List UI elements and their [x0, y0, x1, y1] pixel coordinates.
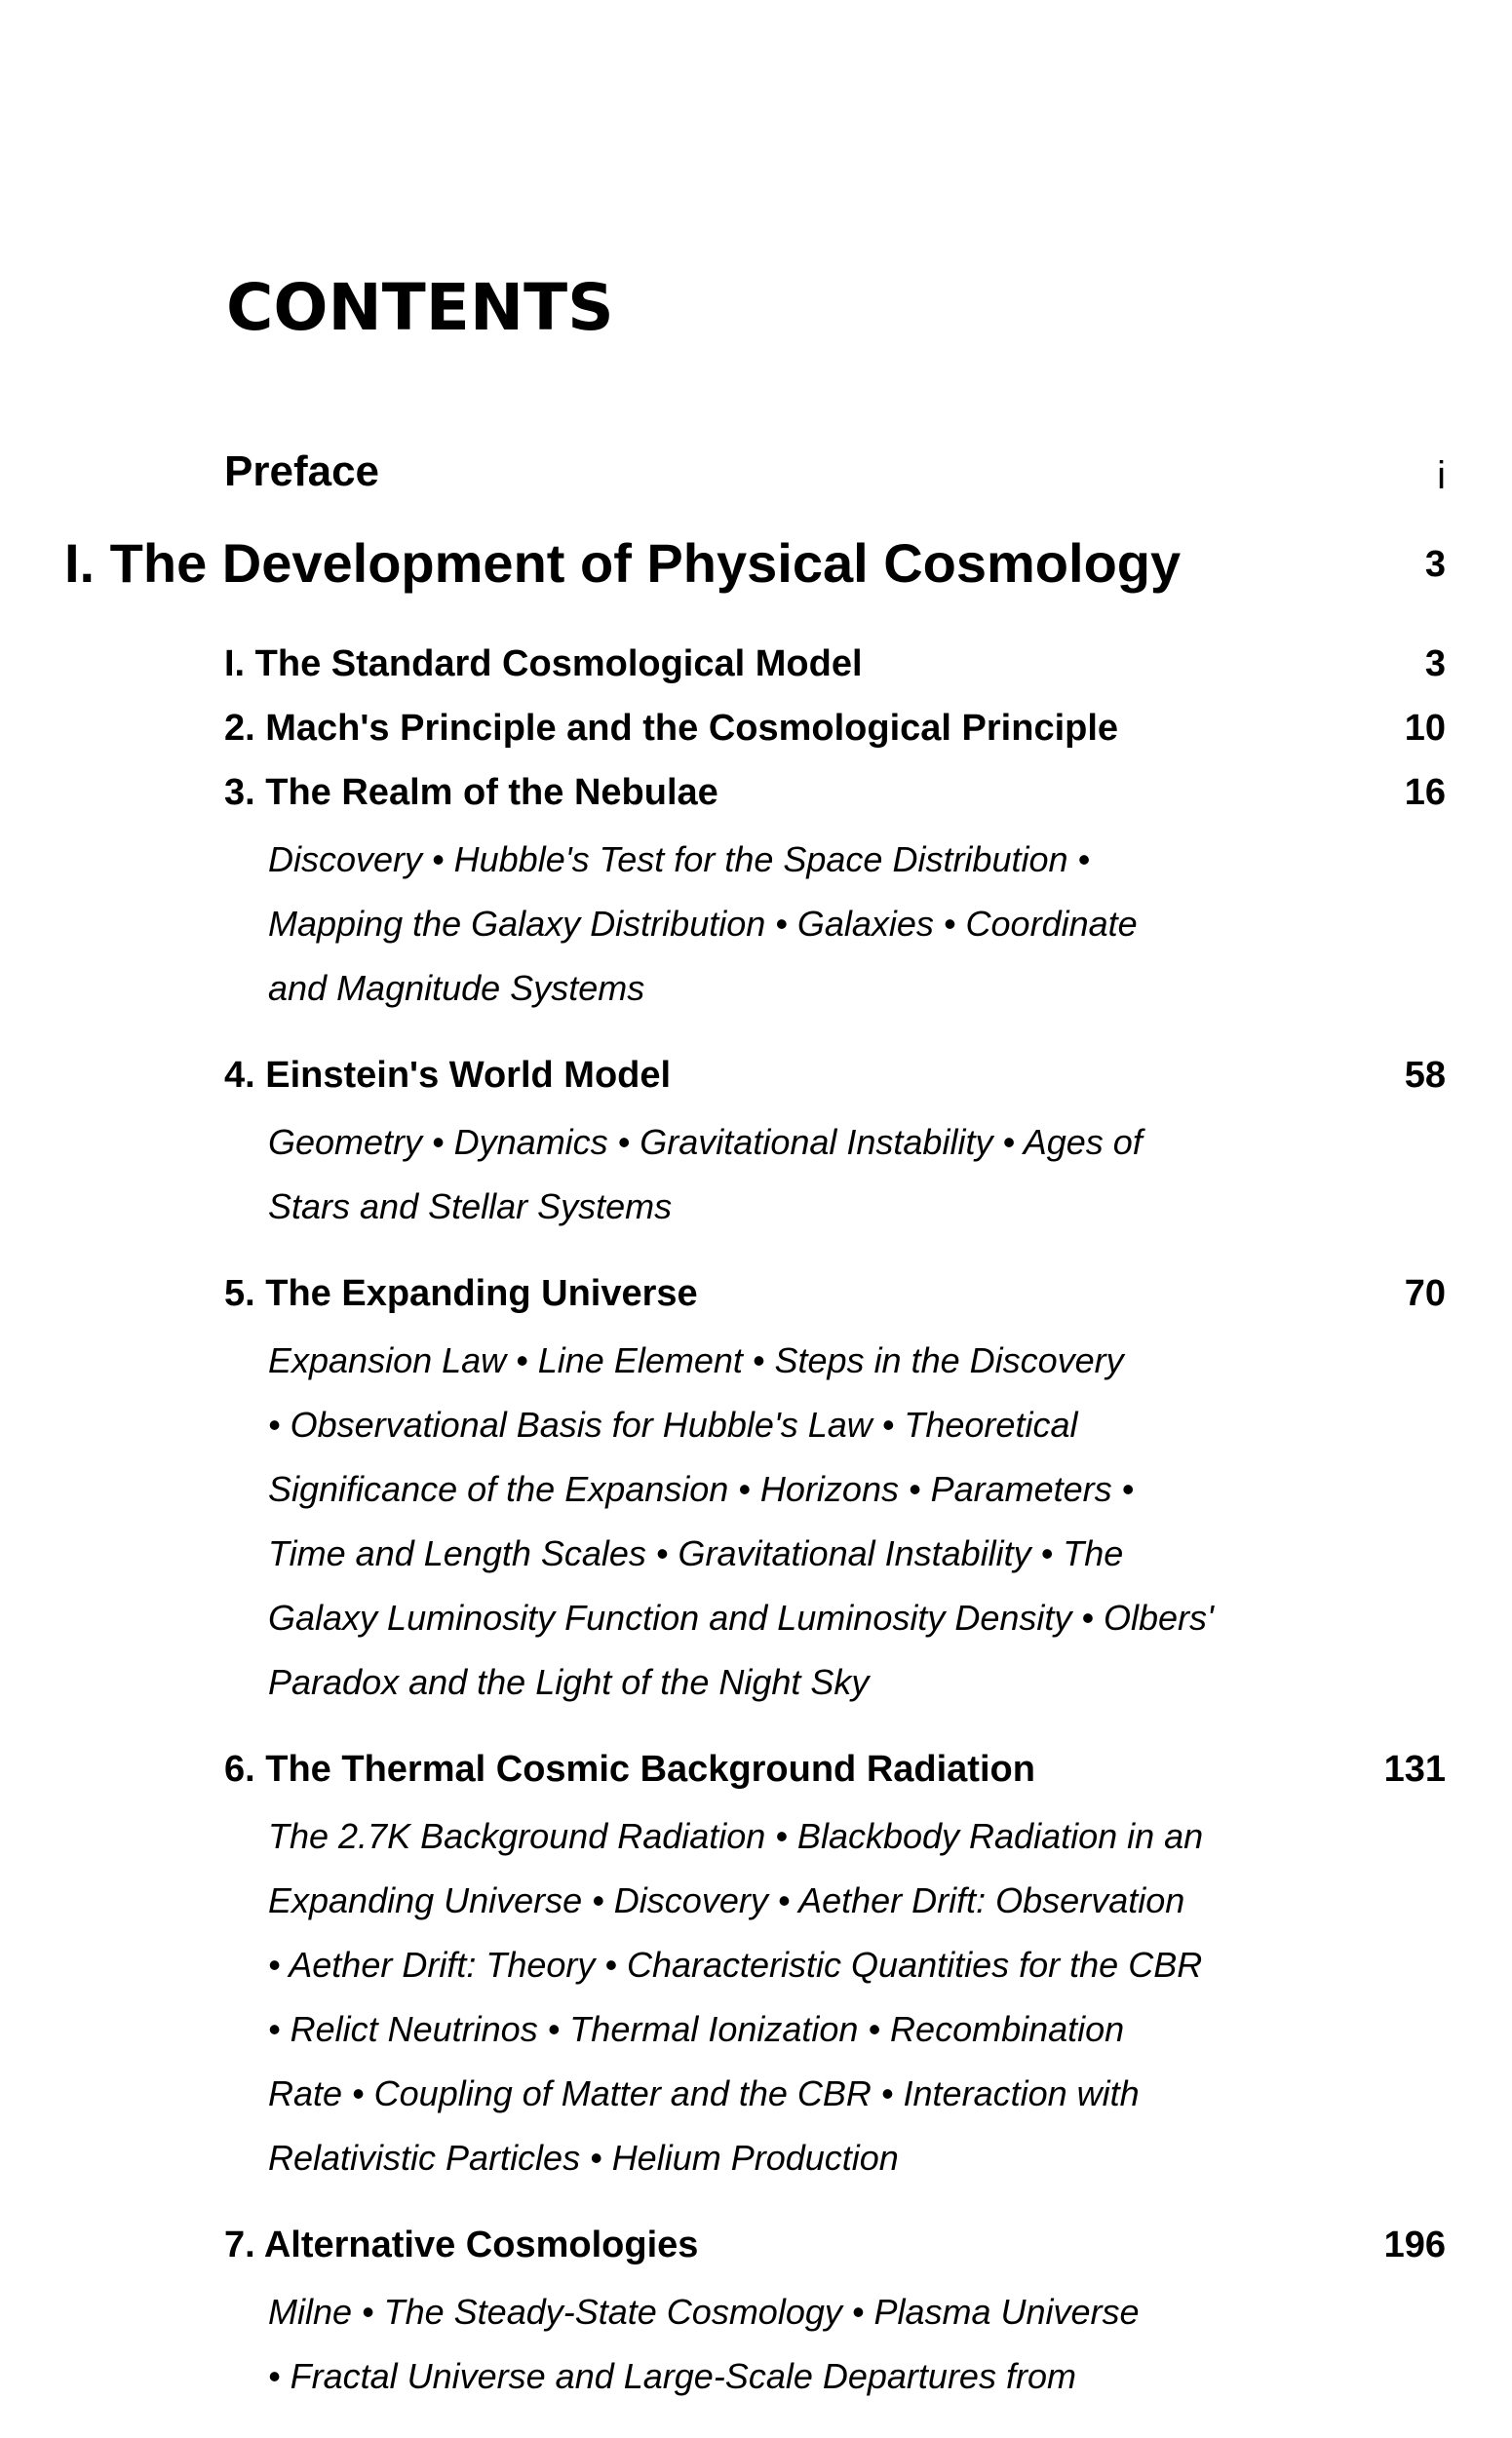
toc-entry-page-number: 70	[1404, 1273, 1446, 1314]
toc-entry-title: 6. The Thermal Cosmic Background Radiation	[224, 1749, 1035, 1790]
toc-entry	[224, 763, 1446, 1021]
toc-entry	[224, 1046, 1446, 1239]
toc-entry-title: I. The Standard Cosmological Model	[224, 643, 863, 684]
toc-subtopic-line: Expansion Law • Line Element • Steps in the Discovery	[268, 1340, 1124, 1380]
toc-entry-subtopics	[224, 1329, 1340, 1715]
toc-subtopic-line: The 2.7K Background Radiation • Blackbody Radiation in an	[268, 1816, 1204, 1856]
toc-entry-subtopics	[224, 828, 1340, 1021]
toc-subtopic-line: Relativistic Particles • Helium Production	[268, 2138, 899, 2178]
toc-entry	[224, 699, 1446, 763]
preface-title: Preface	[224, 447, 380, 495]
toc-entry-page-number: 58	[1404, 1055, 1446, 1096]
toc-entry-page-number: 131	[1383, 1749, 1446, 1790]
toc-entry-heading	[224, 635, 1446, 699]
part-page-number: 3	[1424, 544, 1446, 585]
toc-entry-heading	[224, 1264, 1446, 1329]
toc-subtopic-line: Milne • The Steady-State Cosmology • Plasma Universe	[268, 2292, 1140, 2332]
toc-subtopic-line: Expanding Universe • Discovery • Aether Drift: Observation	[268, 1880, 1185, 1920]
toc-entry-title: 2. Mach's Principle and the Cosmological Principle	[224, 708, 1119, 749]
toc-entry-subtopics	[224, 2280, 1340, 2409]
toc-entry	[224, 1740, 1446, 2190]
toc-entry-heading	[224, 1046, 1446, 1110]
toc-entry-subtopics	[224, 1804, 1340, 2190]
toc-subtopic-line: Galaxy Luminosity Function and Luminosity Density • Olbers'	[268, 1598, 1214, 1638]
toc-entry-subtopics	[224, 1110, 1340, 1239]
toc-subtopic-line: Geometry • Dynamics • Gravitational Instability • Ages of	[268, 1122, 1143, 1162]
toc-entry	[224, 1264, 1446, 1715]
toc-subtopic-line: Significance of the Expansion • Horizons • Parameters •	[268, 1469, 1135, 1509]
toc-subtopic-line: and Magnitude Systems	[268, 968, 645, 1008]
toc-entry-heading	[224, 1740, 1446, 1804]
toc-subtopic-line: • Observational Basis for Hubble's Law • Theoretical	[268, 1405, 1078, 1445]
toc-entry-title: 5. The Expanding Universe	[224, 1273, 698, 1314]
part-title: I. The Development of Physical Cosmology	[64, 532, 1182, 594]
toc-subtopic-line: Stars and Stellar Systems	[268, 1186, 673, 1226]
toc-subtopic-line: Mapping the Galaxy Distribution • Galaxies • Coordinate	[268, 904, 1138, 944]
toc-entry-title: 3. The Realm of the Nebulae	[224, 772, 718, 813]
toc-list	[224, 635, 1446, 2434]
toc-entry-title: 4. Einstein's World Model	[224, 1055, 672, 1096]
toc-subtopic-line: Discovery • Hubble's Test for the Space Distribution •	[268, 839, 1091, 879]
toc-entry-heading	[224, 763, 1446, 828]
toc-subtopic-line: Time and Length Scales • Gravitational Instability • The	[268, 1533, 1124, 1573]
toc-subtopic-line: Rate • Coupling of Matter and the CBR • Interaction with	[268, 2073, 1140, 2113]
preface-page-number: i	[1437, 454, 1446, 497]
toc-subtopic-line: Paradox and the Light of the Night Sky	[268, 1662, 870, 1702]
toc-entry-page-number: 3	[1424, 643, 1446, 684]
toc-entry-title: 7. Alternative Cosmologies	[224, 2225, 699, 2265]
toc-entry-page-number: 196	[1383, 2225, 1446, 2265]
contents-heading: CONTENTS	[226, 270, 614, 345]
toc-subtopic-line: • Relict Neutrinos • Thermal Ionization • Recombination	[268, 2009, 1125, 2049]
toc-entry-page-number: 16	[1404, 772, 1446, 813]
toc-entry-heading	[224, 699, 1446, 763]
toc-subtopic-line: • Fractal Universe and Large-Scale Departures from	[268, 2356, 1076, 2396]
toc-entry	[224, 635, 1446, 699]
toc-entry-page-number: 10	[1404, 708, 1446, 749]
toc-subtopic-line: • Aether Drift: Theory • Characteristic Quantities for the CBR	[268, 1945, 1203, 1985]
toc-entry	[224, 2216, 1446, 2409]
toc-entry-heading	[224, 2216, 1446, 2280]
